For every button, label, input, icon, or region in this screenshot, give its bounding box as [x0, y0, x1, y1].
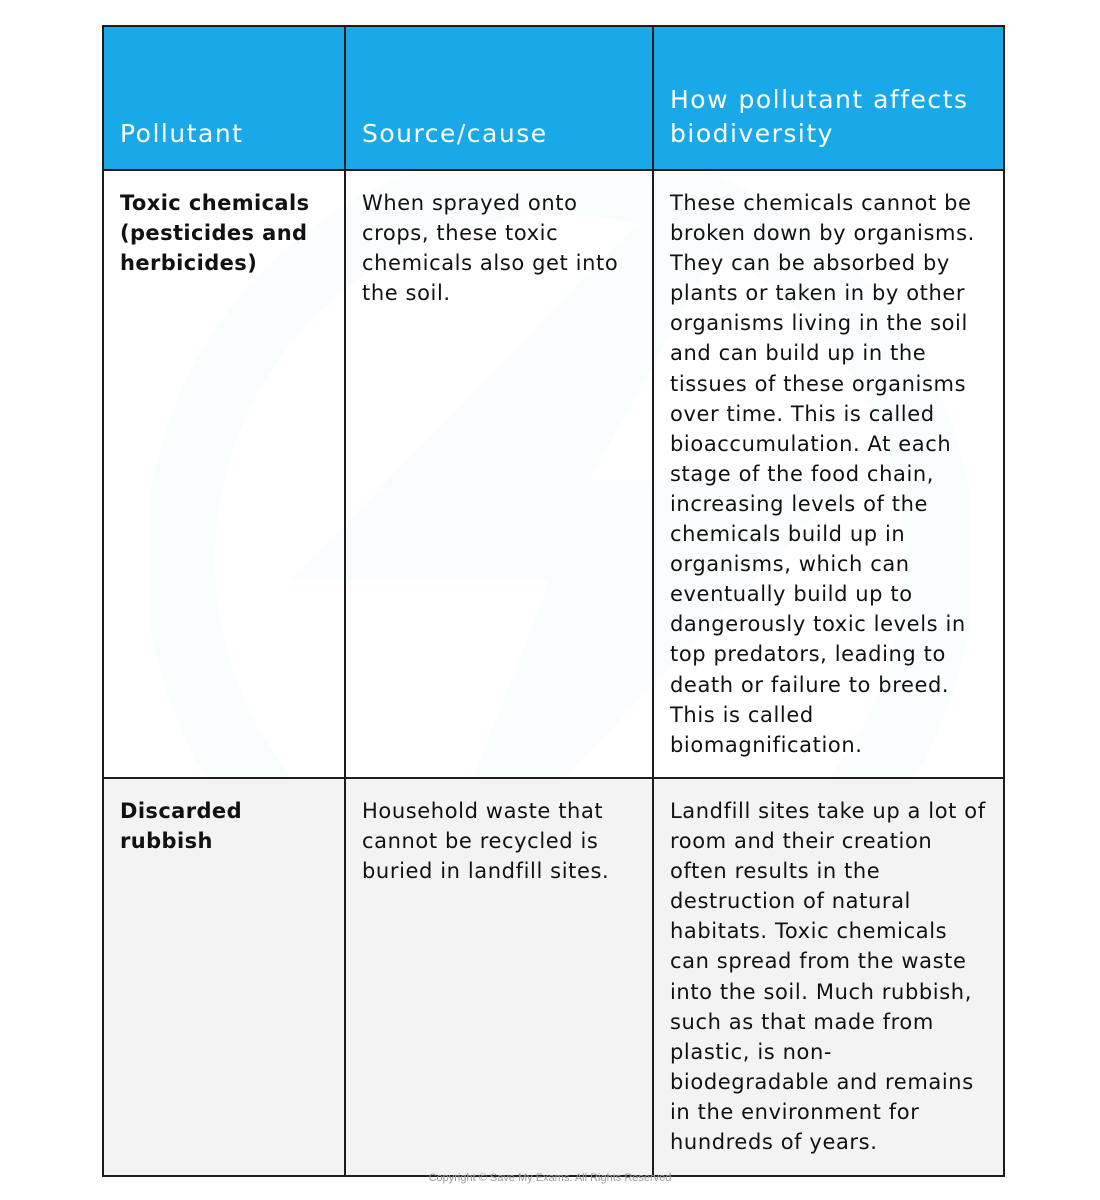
copyright-notice: Copyright © Save My Exams. All Rights Reserved	[428, 1172, 672, 1184]
effect-cell: These chemicals cannot be broken down by organisms. They can be absorbed by plants or taken in by other organisms living in the soil and can build up in the tissues of these organisms over time. This is called bioaccumulation. At each stage of the food chain, increasing levels of the chemicals build up in organisms, which can eventually build up to dangerously toxic levels in top predators, leading to death or failure to breed. This is called biomagnification.	[653, 170, 1004, 778]
header-biodiversity-effect: How pollutant affects biodiversity	[653, 26, 1004, 170]
header-pollutant: Pollutant	[103, 26, 345, 170]
effect-cell: Landfill sites take up a lot of room and their creation often results in the destruction of natural habitats. Toxic chemicals can spread from the waste into the soil. Much rubbish, such as that made from plastic, is non-biodegradable and remains in the environment for hundreds of years.	[653, 778, 1004, 1176]
table-row	[103, 170, 1004, 778]
pollutant-cell: Toxic chemicals (pesticides and herbicides)	[103, 170, 345, 778]
source-cell: When sprayed onto crops, these toxic chemicals also get into the soil.	[345, 170, 653, 778]
table-header-row	[103, 26, 1004, 170]
pollutant-cell: Discarded rubbish	[103, 778, 345, 1176]
pollution-table	[102, 25, 1005, 1177]
header-source-cause: Source/cause	[345, 26, 653, 170]
table-row	[103, 778, 1004, 1176]
source-cell: Household waste that cannot be recycled is buried in landfill sites.	[345, 778, 653, 1176]
